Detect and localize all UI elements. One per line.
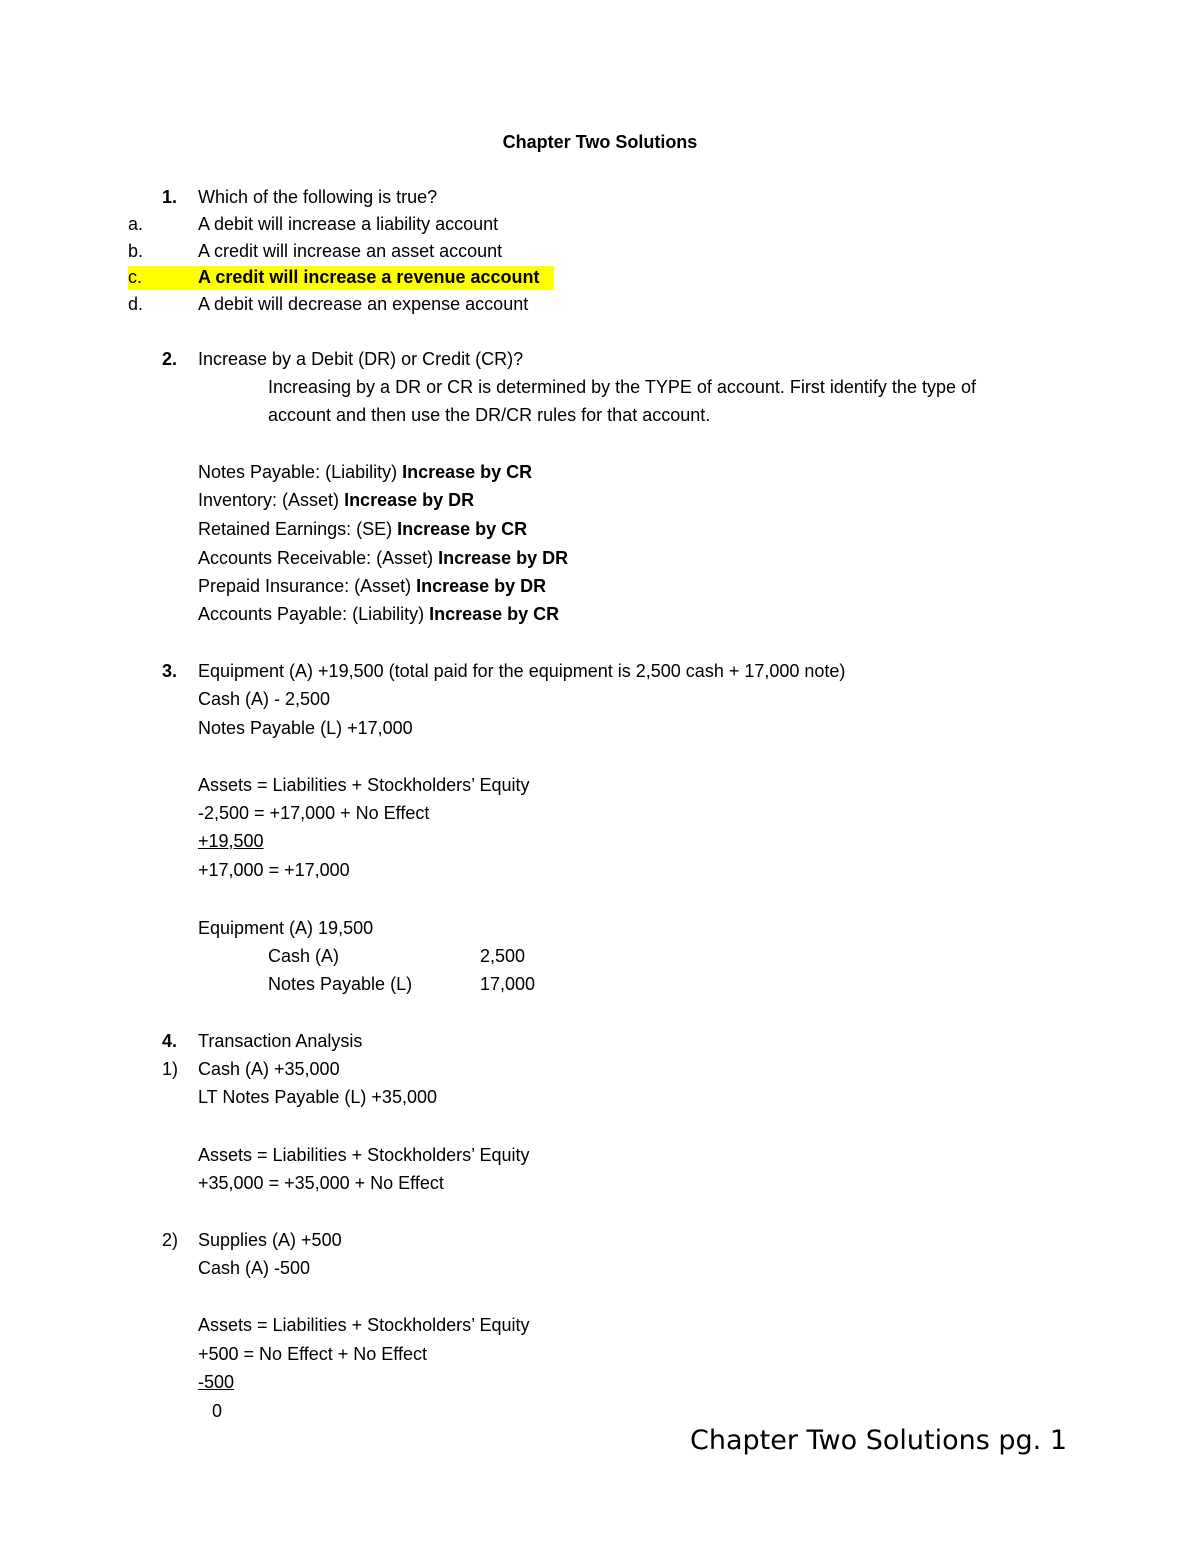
q2-item [198, 575, 546, 597]
q2-item-label: Retained Earnings: (SE) [198, 519, 398, 539]
q4-number: 4. [162, 1031, 178, 1051]
q4-t2-line: Supplies (A) +500 [198, 1230, 342, 1250]
q3-line: Cash (A) - 2,500 [198, 689, 331, 709]
q3-equation-line: +17,000 = +17,000 [198, 860, 350, 880]
q1-option-letter: a. [128, 214, 144, 234]
q1-option-letter: b. [128, 241, 144, 261]
q3-equation-header: Assets = Liabilities + Stockholders’ Equity [198, 775, 530, 795]
q4-transaction-number: 2) [162, 1230, 179, 1250]
q3-line: Equipment (A) +19,500 (total paid for the equipment is 2,500 cash + 17,000 note) [198, 661, 846, 681]
q1-option-text: A debit will increase a liability account [198, 214, 499, 234]
q2-item-answer: Increase by CR [429, 604, 560, 624]
q2-item-answer: Increase by CR [397, 519, 528, 539]
q4-t1-line: Cash (A) +35,000 [198, 1059, 340, 1079]
q2-item-answer: Increase by CR [402, 462, 533, 482]
q1-option-text-correct: A credit will increase a revenue account [198, 267, 540, 287]
q4-t2-equation-header: Assets = Liabilities + Stockholders’ Equity [198, 1315, 530, 1335]
q1-number: 1. [162, 187, 178, 207]
q1-option-text: A credit will increase an asset account [198, 241, 503, 261]
q4-t2-equation-line: +500 = No Effect + No Effect [198, 1344, 427, 1364]
q3-journal-credit-amount: 17,000 [480, 974, 536, 994]
q2-item-answer: Increase by DR [344, 490, 475, 510]
q4-t2-equation-line: 0 [212, 1401, 223, 1421]
q3-journal-credit-label: Cash (A) [268, 946, 340, 966]
q3-line: Notes Payable (L) +17,000 [198, 718, 413, 738]
q1-option-text: A debit will decrease an expense account [198, 294, 529, 314]
q2-item [198, 489, 474, 511]
q2-item-answer: Increase by DR [438, 548, 569, 568]
q2-item [198, 461, 532, 483]
q4-t2-line: Cash (A) -500 [198, 1258, 311, 1278]
q3-equation-line: +19,500 [198, 831, 264, 851]
q2-explanation: account and then use the DR/CR rules for that account. [268, 405, 711, 425]
q2-item-answer: Increase by DR [416, 576, 547, 596]
q3-number: 3. [162, 661, 178, 681]
q4-t2-equation-line: -500 [198, 1372, 235, 1392]
q1-question: Which of the following is true? [198, 187, 438, 207]
q3-equation-line: -2,500 = +17,000 + No Effect [198, 803, 430, 823]
q3-journal-debit: Equipment (A) 19,500 [198, 918, 374, 938]
q2-item [198, 603, 559, 625]
q2-explanation: Increasing by a DR or CR is determined by the TYPE of account. First identify the type of [268, 377, 976, 397]
q2-item-label: Accounts Payable: (Liability) [198, 604, 430, 624]
q4-t1-equation-line: +35,000 = +35,000 + No Effect [198, 1173, 444, 1193]
page-footer: Chapter Two Solutions pg. 1 [690, 1425, 1067, 1456]
q2-question: Increase by a Debit (DR) or Credit (CR)? [198, 349, 524, 369]
q3-journal-credit-label: Notes Payable (L) [268, 974, 413, 994]
q4-t1-line: LT Notes Payable (L) +35,000 [198, 1087, 437, 1107]
q2-item [198, 518, 527, 540]
q2-item-label: Notes Payable: (Liability) [198, 462, 403, 482]
q1-option-letter: c. [128, 267, 143, 287]
q2-item [198, 547, 568, 569]
q2-item-label: Inventory: (Asset) [198, 490, 345, 510]
q1-option-letter: d. [128, 294, 144, 314]
q2-item-label: Prepaid Insurance: (Asset) [198, 576, 417, 596]
q4-t1-equation-header: Assets = Liabilities + Stockholders’ Equity [198, 1145, 530, 1165]
q4-title: Transaction Analysis [198, 1031, 363, 1051]
q3-journal-credit-amount: 2,500 [480, 946, 526, 966]
q2-number: 2. [162, 349, 178, 369]
page-title: Chapter Two Solutions [502, 132, 698, 152]
q4-transaction-number: 1) [162, 1059, 179, 1079]
q2-item-label: Accounts Receivable: (Asset) [198, 548, 439, 568]
